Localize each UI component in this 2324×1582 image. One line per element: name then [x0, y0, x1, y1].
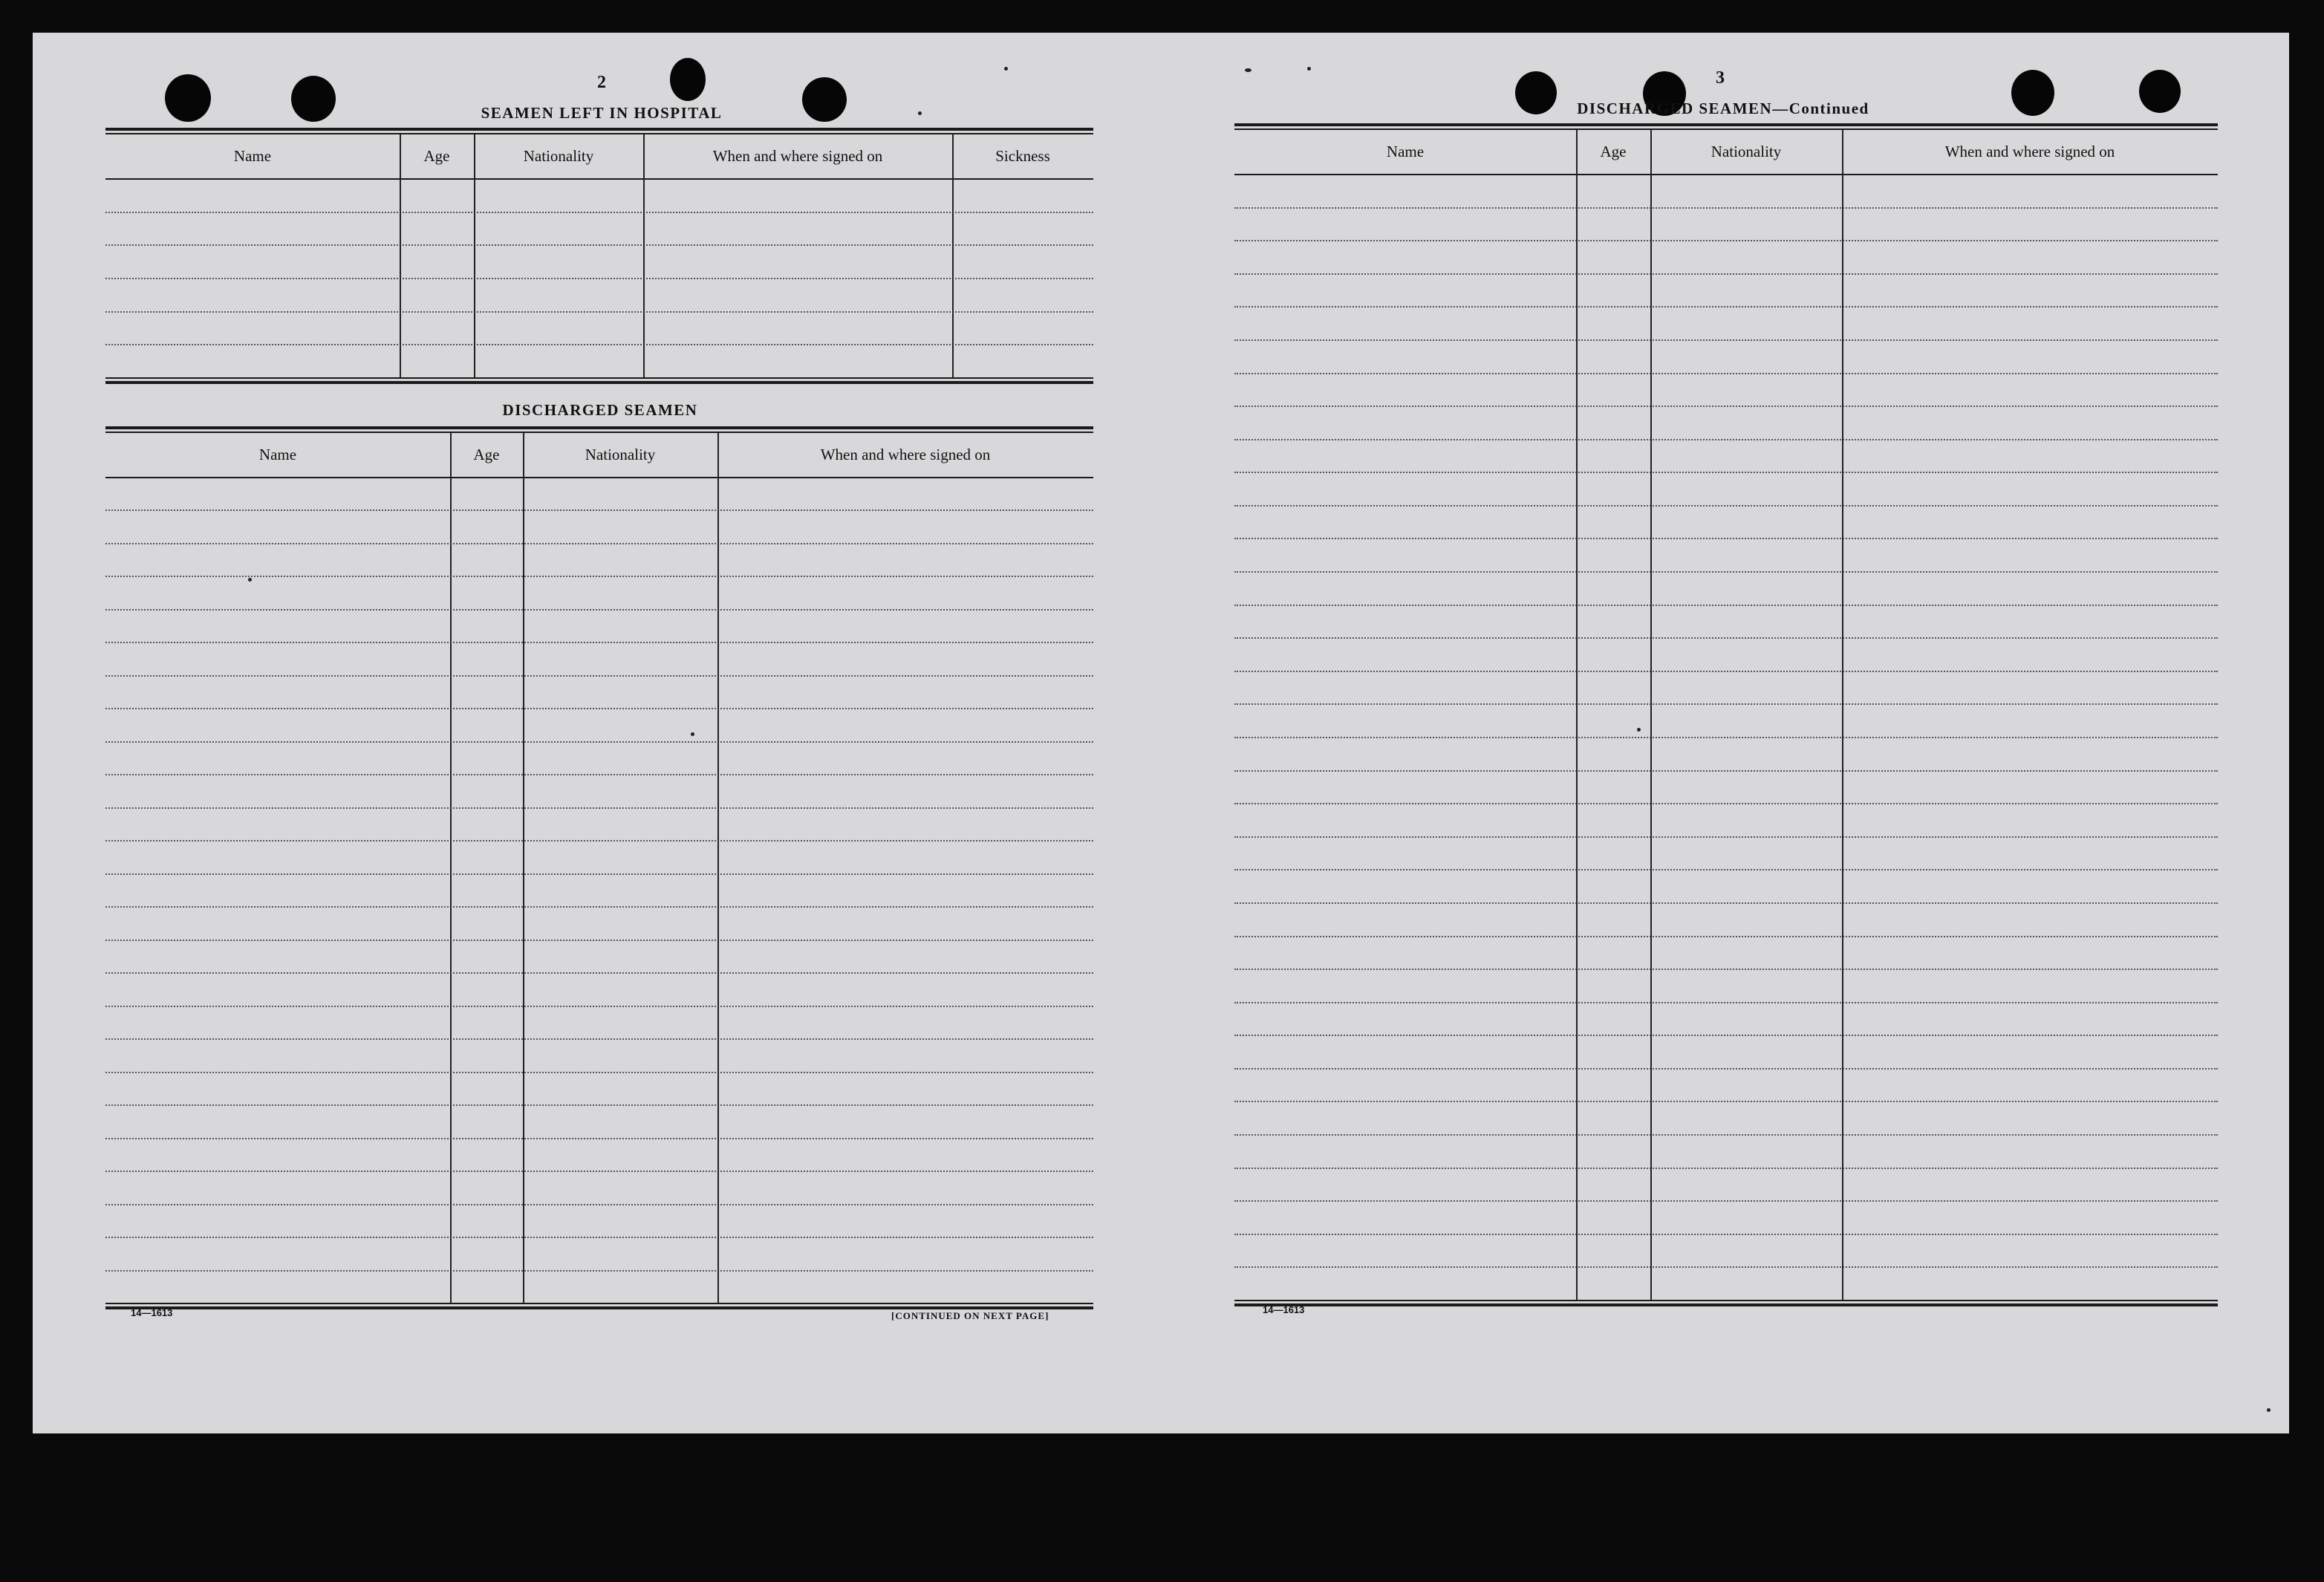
row-line [105, 344, 1093, 345]
column-header: Name [1386, 143, 1425, 160]
hospital-section-title: SEAMEN LEFT IN HOSPITAL [481, 104, 723, 122]
table-bottom-rule [105, 1306, 1093, 1309]
row-line [1234, 902, 2218, 904]
row-line [105, 510, 1093, 511]
form-sheet [33, 33, 2289, 1433]
row-line [105, 311, 1093, 313]
table-bottom-rule [105, 381, 1093, 384]
row-line [105, 1072, 1093, 1073]
row-line [105, 840, 1093, 842]
row-line [1234, 571, 2218, 573]
row-line [1234, 770, 2218, 772]
table-bottom-rule [105, 377, 1093, 379]
speck [691, 732, 694, 736]
row-line [105, 741, 1093, 743]
row-line [105, 212, 1093, 213]
punch-hole [802, 77, 847, 122]
row-line [1234, 273, 2218, 275]
page-number-left: 2 [597, 73, 606, 92]
column-divider [523, 433, 524, 1303]
row-line [1234, 605, 2218, 606]
table-top-rule [105, 426, 1093, 429]
punch-hole [1515, 71, 1557, 114]
row-line [1234, 936, 2218, 937]
continued-note: [CONTINUED ON NEXT PAGE] [891, 1310, 1049, 1321]
table-top-rule [1234, 123, 2218, 126]
table-bottom-rule [105, 1303, 1093, 1304]
row-line [105, 244, 1093, 246]
row-line [105, 1204, 1093, 1205]
row-line [105, 940, 1093, 941]
column-header: Name [233, 147, 272, 165]
discharged-section-title: DISCHARGED SEAMEN [502, 401, 698, 419]
row-line [1234, 1266, 2218, 1268]
punch-hole [2139, 70, 2181, 113]
row-line [1234, 505, 2218, 507]
table-bottom-rule [1234, 1300, 2218, 1301]
punch-hole [2011, 70, 2054, 116]
punch-hole [291, 76, 336, 122]
header-rule [1234, 174, 2218, 175]
column-header: Nationality [585, 446, 656, 463]
speck [1637, 728, 1641, 732]
row-line [105, 708, 1093, 709]
speck [2267, 1408, 2271, 1412]
row-line [105, 543, 1093, 544]
row-line [105, 774, 1093, 775]
table-top-rule [1234, 128, 2218, 130]
row-line [1234, 737, 2218, 738]
punch-hole [165, 74, 211, 122]
row-line [1234, 406, 2218, 407]
discharged-continued-section-title: DISCHARGED SEAMEN—Continued [1577, 100, 1869, 117]
row-line [1234, 240, 2218, 241]
column-divider [717, 433, 719, 1303]
row-line [105, 1237, 1093, 1238]
row-line [105, 1270, 1093, 1272]
speck [1004, 67, 1008, 71]
row-line [105, 576, 1093, 577]
column-divider [1576, 130, 1578, 1300]
column-divider [1842, 130, 1843, 1300]
row-line [1234, 1035, 2218, 1036]
row-line [1234, 671, 2218, 672]
row-line [105, 1006, 1093, 1007]
row-line [1234, 803, 2218, 804]
column-header: Nationality [523, 147, 594, 165]
column-header: Age [423, 147, 450, 165]
row-line [105, 1104, 1093, 1106]
row-line [1234, 538, 2218, 539]
column-divider [400, 134, 401, 377]
column-divider [1650, 130, 1652, 1300]
row-line [1234, 1002, 2218, 1003]
column-header: When and where signed on [1944, 143, 2115, 160]
table-bottom-rule [1234, 1303, 2218, 1306]
form-number-left: 14—1613 [131, 1307, 173, 1318]
speck [918, 111, 922, 115]
table-top-rule [105, 432, 1093, 433]
table-top-rule [105, 133, 1093, 134]
row-line [1234, 969, 2218, 970]
header-rule [105, 178, 1093, 180]
column-header: When and where signed on [820, 446, 991, 463]
row-line [1234, 373, 2218, 374]
row-line [1234, 306, 2218, 307]
row-line [105, 642, 1093, 643]
header-rule [105, 477, 1093, 478]
row-line [105, 278, 1093, 279]
column-divider [952, 134, 954, 377]
row-line [1234, 1068, 2218, 1070]
column-header: Nationality [1711, 143, 1782, 160]
column-header: Sickness [995, 147, 1050, 165]
row-line [1234, 339, 2218, 341]
row-line [105, 1171, 1093, 1172]
row-line [1234, 1234, 2218, 1235]
row-line [105, 972, 1093, 974]
row-line [1234, 1168, 2218, 1169]
row-line [1234, 1200, 2218, 1202]
row-line [1234, 472, 2218, 473]
column-divider [643, 134, 645, 377]
punch-hole [670, 58, 706, 101]
column-divider [450, 433, 452, 1303]
row-line [1234, 869, 2218, 870]
row-line [1234, 1134, 2218, 1136]
row-line [105, 807, 1093, 809]
row-line [105, 675, 1093, 677]
page-number-right: 3 [1716, 68, 1725, 88]
row-line [1234, 703, 2218, 705]
row-line [105, 1038, 1093, 1040]
speck [248, 578, 252, 582]
column-header: Age [473, 446, 500, 463]
row-line [1234, 1101, 2218, 1102]
speck [1245, 68, 1251, 72]
row-line [105, 906, 1093, 908]
column-header: Age [1600, 143, 1627, 160]
column-header: When and where signed on [712, 147, 883, 165]
column-header: Name [258, 446, 297, 463]
row-line [1234, 637, 2218, 639]
form-number-right: 14—1613 [1263, 1304, 1305, 1315]
row-line [105, 873, 1093, 875]
table-top-rule [105, 128, 1093, 131]
row-line [1234, 207, 2218, 209]
row-line [1234, 836, 2218, 838]
row-line [105, 1138, 1093, 1139]
column-divider [474, 134, 475, 377]
row-line [105, 609, 1093, 611]
row-line [1234, 439, 2218, 440]
speck [1307, 67, 1311, 71]
